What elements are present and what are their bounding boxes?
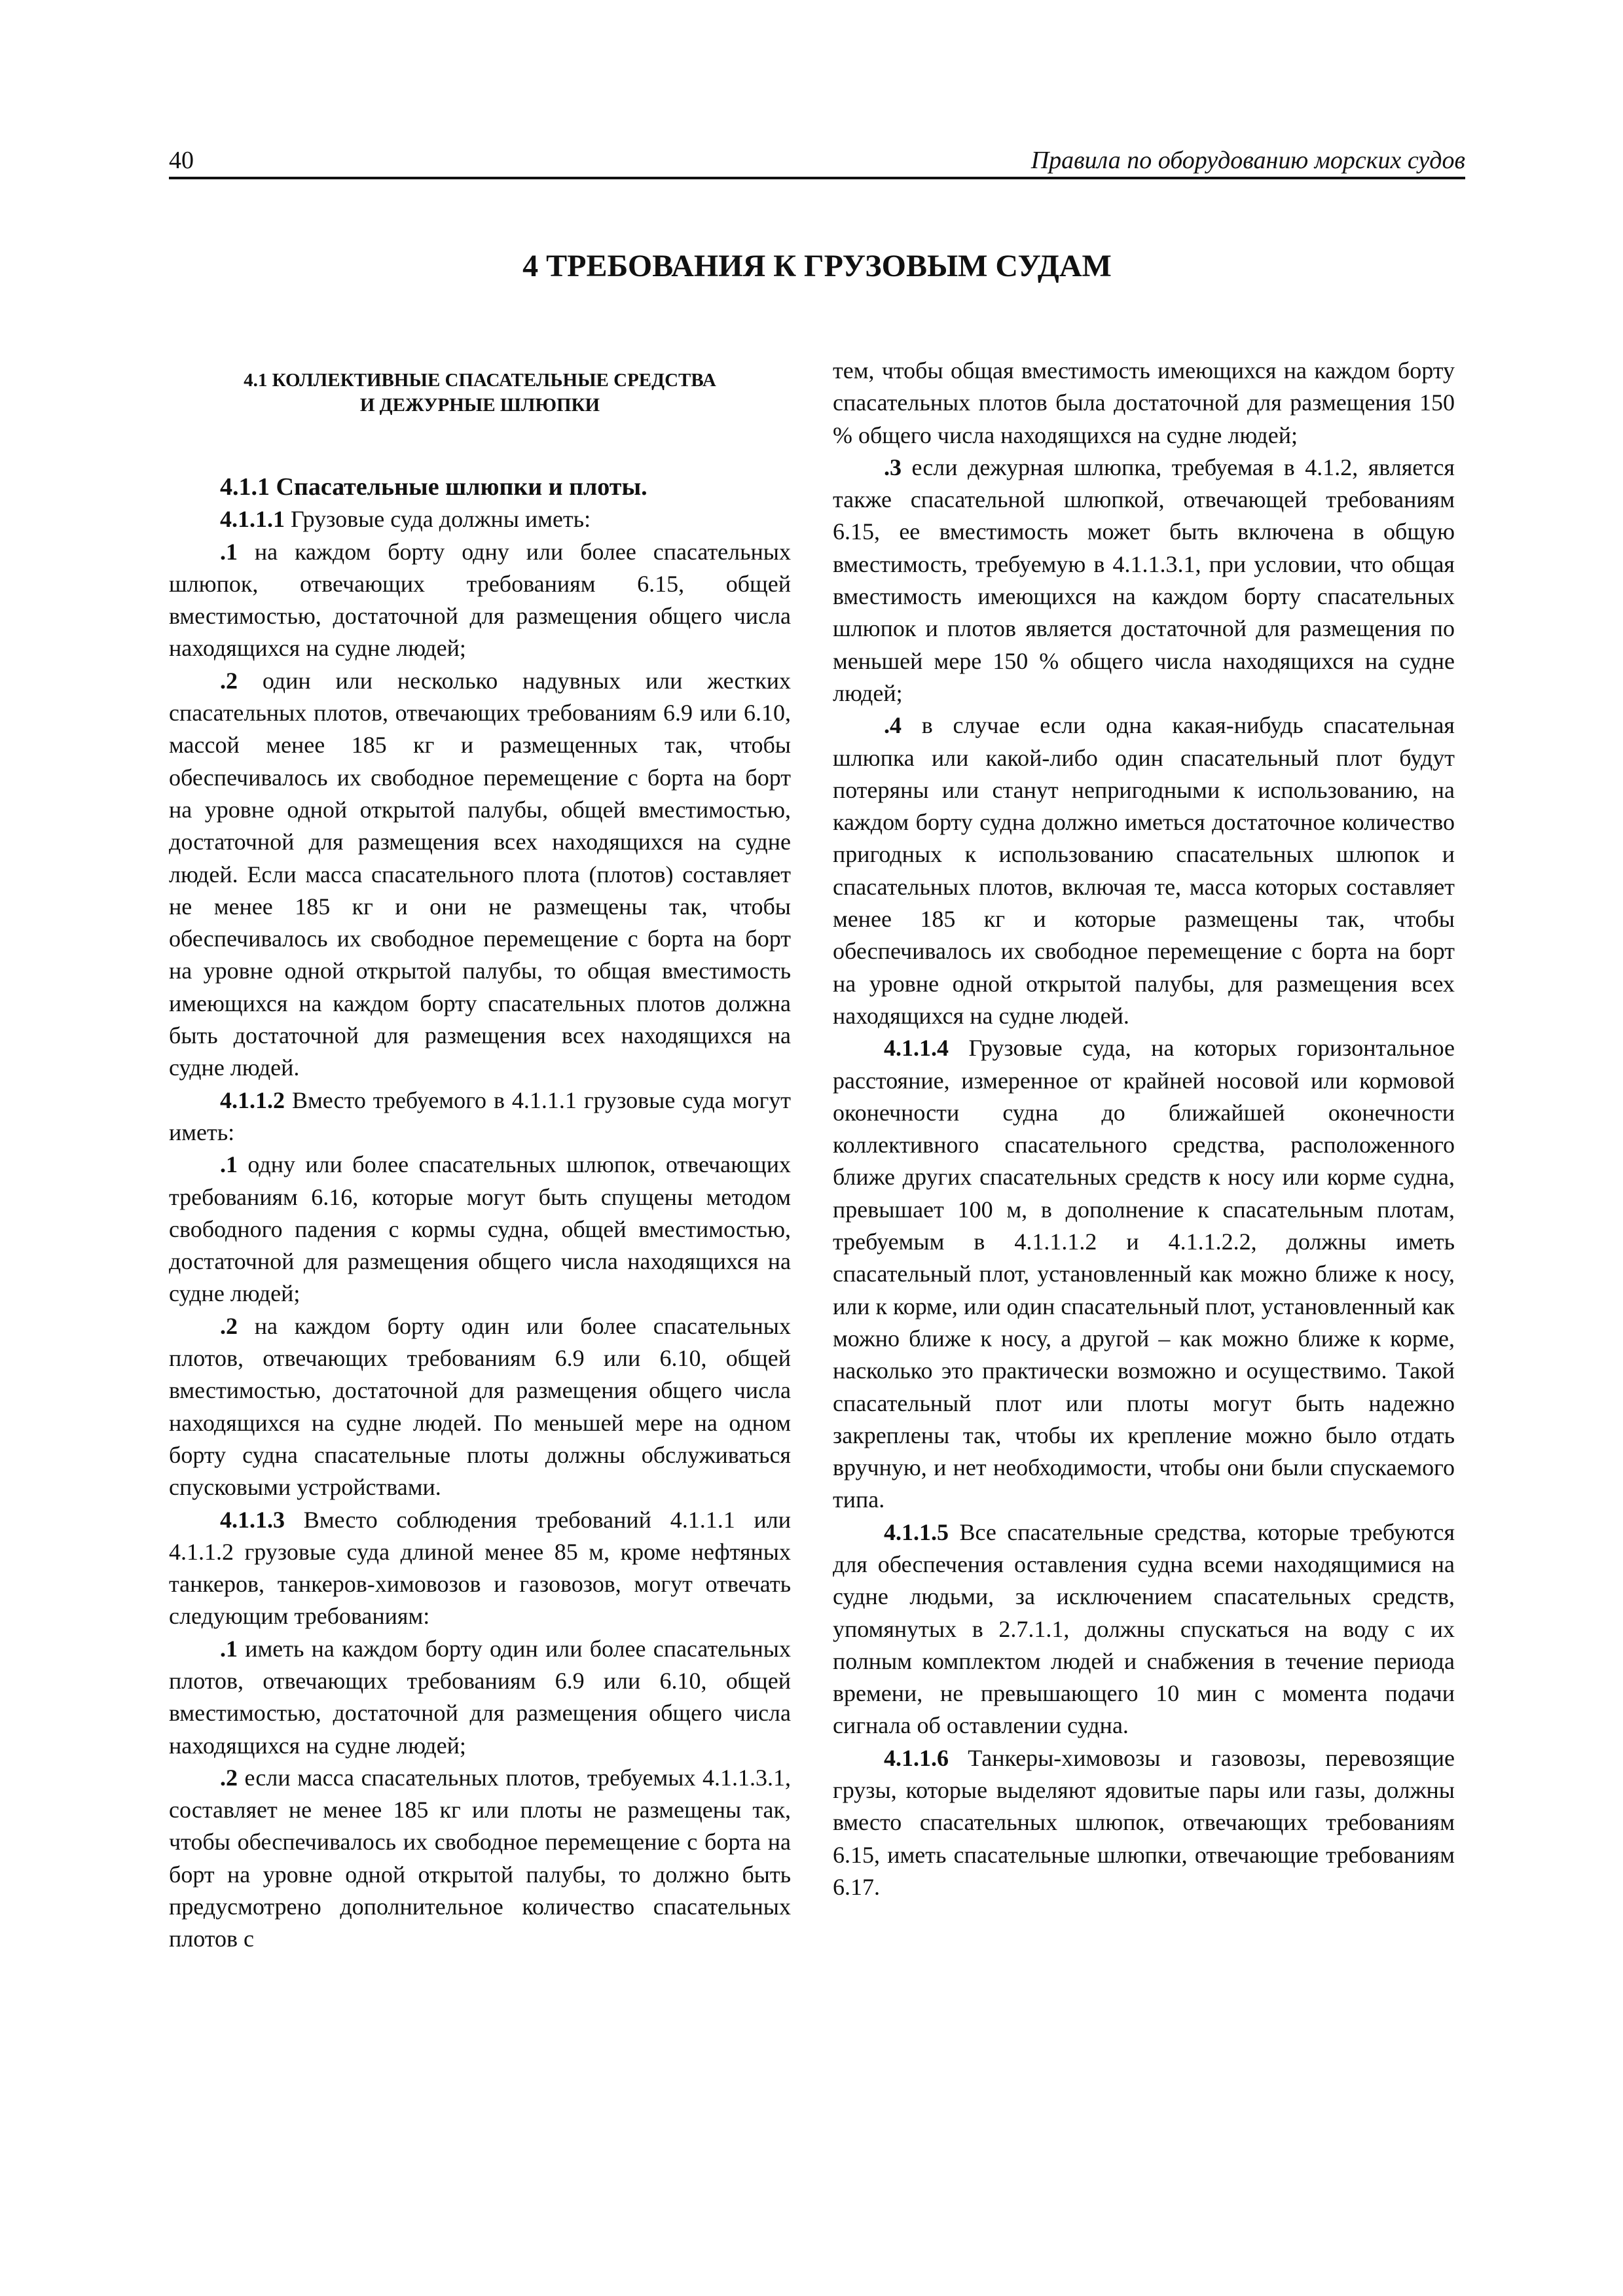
paragraph-text: иметь на каждом борту один или более спасательных плотов, отвечающих требованиям 6.9 или 6.10, общей вместимостью, достаточной для размещения общего числа находящихся на судне людей; [169,1635,791,1759]
clause-number: .2 [220,1312,238,1339]
clause-number: 4.1.1.3 [220,1506,285,1533]
paragraph [833,355,1455,452]
clause-number: 4.1.1.4 [884,1035,949,1062]
paragraph [169,665,791,1085]
paragraph-text: если масса спасательных плотов, требуемых 4.1.1.3.1, составляет не менее 185 кг или плоты не размещены так, чтобы обеспечивалось их свободное перемещение с борта на борт на уровне одной открытой палубы, то должно быть предусмотрено дополнительное количество спасательных плотов с [169,1764,791,1952]
paragraph-text: Грузовые суда должны иметь: [285,506,591,533]
chapter-title: 4 ТРЕБОВАНИЯ К ГРУЗОВЫМ СУДАМ [522,249,1112,283]
right-column [833,355,1455,1903]
clause-number: 4.1.1.6 [884,1744,949,1771]
clause-number: .4 [884,712,902,739]
paragraph-text: тем, чтобы общая вместимость имеющихся на каждом борту спасательных плотов была достаточной для размещения 150 % общего числа находящихся на судне людей; [833,357,1455,448]
left-column [169,353,791,1956]
clause-number: .2 [220,667,238,694]
paragraph [833,709,1455,1032]
paragraph-text: Все спасательные средства, которые требуются для обеспечения оставления судна всеми находящимися на судне людьми, за исключением спасательных средств, упомянутых в 2.7.1.1, должны спускаться на воду с их полным комплектом людей и снабжения в течение периода времени, не превышающего 10 мин с момента подачи сигнала об оставлении судна. [833,1518,1455,1739]
paragraph [169,1310,791,1504]
paragraph-text: если дежурная шлюпка, требуемая в 4.1.2, является также спасательной шлюпкой, отвечающей требованиям 6.15, ее вместимость может быть включена в общую вместимость, требуемую в 4.1.1.3.1, при условии, что общая вместимость имеющихся на каждом борту спасательных шлюпок и плотов является достаточной для размещения по меньшей мере 150 % общего числа находящихся на судне людей; [833,454,1455,706]
paragraph [169,1762,791,1956]
paragraph [833,1032,1455,1516]
paragraph [833,1516,1455,1742]
clause-number: .1 [220,538,238,565]
paragraph-text: на каждом борту один или более спасательных плотов, отвечающих требованиям 6.9 или 6.10, общей вместимостью, достаточной для размещения общего числа находящихся на судне людей. По меньшей мере на одном борту судна спасательные плоты должны обслуживаться спусковыми устройствами. [169,1312,791,1501]
clause-number: .1 [220,1635,238,1662]
clause-number: 4.1.1.5 [884,1518,949,1545]
paragraph-text: Вместо требуемого в 4.1.1.1 грузовые суда могут иметь: [169,1086,791,1145]
page-number: 40 [169,147,194,174]
paragraph [169,1149,791,1310]
clause-number: 4.1.1.1 [220,506,285,533]
section-title [169,368,791,418]
paragraph-text: на каждом борту одну или более спасательных шлюпок, отвечающих требованиям 6.15, общей вместимостью, достаточной для размещения общего числа находящихся на судне людей; [169,538,791,662]
paragraph [169,536,791,665]
clause-number: .3 [884,454,902,480]
section-title-line-1: 4.1 КОЛЛЕКТИВНЫЕ СПАСАТЕЛЬНЫЕ СРЕДСТВА [244,370,716,391]
clause-number: .2 [220,1764,238,1791]
paragraph [169,1504,791,1633]
paragraph [169,1085,791,1149]
paragraph-text: Грузовые суда, на которых горизонтальное расстояние, измеренное от крайней носовой или кормовой оконечности судна до ближайшей оконечности коллективного спасательного средства, расположенного ближе других спасательных средств к носу или корме судна, превышает 100 м, в дополнение к спасательным плотам, требуемым в 4.1.1.1.2 и 4.1.1.2.2, должны иметь спасательный плот, установленный как можно ближе к носу, или к корме, или один спасательный плот, установленный как можно ближе к носу, а другой – как можно ближе к корме, насколько это практически возможно и осуществимо. Такой спасательный плот или плоты могут быть надежно закреплены так, чтобы их крепление можно было отдать вручную, и нет необходимости, чтобы они были спускаемого типа. [833,1035,1455,1513]
paragraph [169,503,791,535]
paragraph-text: Танкеры-химовозы и газовозы, перевозящие грузы, которые выделяют ядовитые пары или газы, должны вместо спасательных шлюпок, отвечающих требованиям 6.15, иметь спасательные шлюпки, отвечающие требованиям 6.17. [833,1744,1455,1900]
paragraph-text: в случае если одна какая-нибудь спасательная шлюпка или какой-либо один спасательный плот будут потеряны или станут непригодными к использованию, на каждом борту судна должно иметься достаточное количество пригодных к использованию спасательных шлюпок и спасательных плотов, включая те, масса которых составляет менее 185 кг и которые размещены так, чтобы обеспечивалось их свободное перемещение с борта на борт на уровне одной открытой палубы, для размещения всех находящихся на судне людей. [833,712,1455,1029]
paragraph [833,452,1455,709]
paragraph [833,1742,1455,1903]
clause-number: .1 [220,1151,238,1178]
clause-number: 4.1.1.2 [220,1086,285,1113]
paragraph [169,1633,791,1762]
paragraph-text: одну или более спасательных шлюпок, отвечающих требованиям 6.16, которые могут быть спущены методом свободного падения с кормы судна, общей вместимостью, достаточной для размещения общего числа находящихся на судне людей; [169,1151,791,1307]
subsection-title: 4.1.1 Спасательные шлюпки и плоты. [220,473,647,501]
paragraph-text: Вместо соблюдения требований 4.1.1.1 или 4.1.1.2 грузовые суда длиной менее 85 м, кроме нефтяных танкеров, танкеров-химовозов и газовозов, могут отвечать следующим требованиям: [169,1506,791,1630]
header-rule [169,177,1465,179]
section-title-line-2: И ДЕЖУРНЫЕ ШЛЮПКИ [359,395,600,416]
paragraph-text: один или несколько надувных или жестких спасательных плотов, отвечающих требованиям 6.9 или 6.10, массой менее 185 кг и размещенных так, чтобы обеспечивалось их свободное перемещение с борта на борт на уровне одной открытой палубы, общей вместимостью, достаточной для размещения всех находящихся на судне людей. Если масса спасательного плота (плотов) составляет не менее 185 кг и они не размещены так, чтобы обеспечивалось их свободное перемещение с борта на борт на уровне одной открытой палубы, то общая вместимость имеющихся на каждом борту спасательных плотов должна быть достаточной для размещения всех находящихся на судне людей. [169,667,791,1081]
running-header: Правила по оборудованию морских судов [1030,147,1465,174]
